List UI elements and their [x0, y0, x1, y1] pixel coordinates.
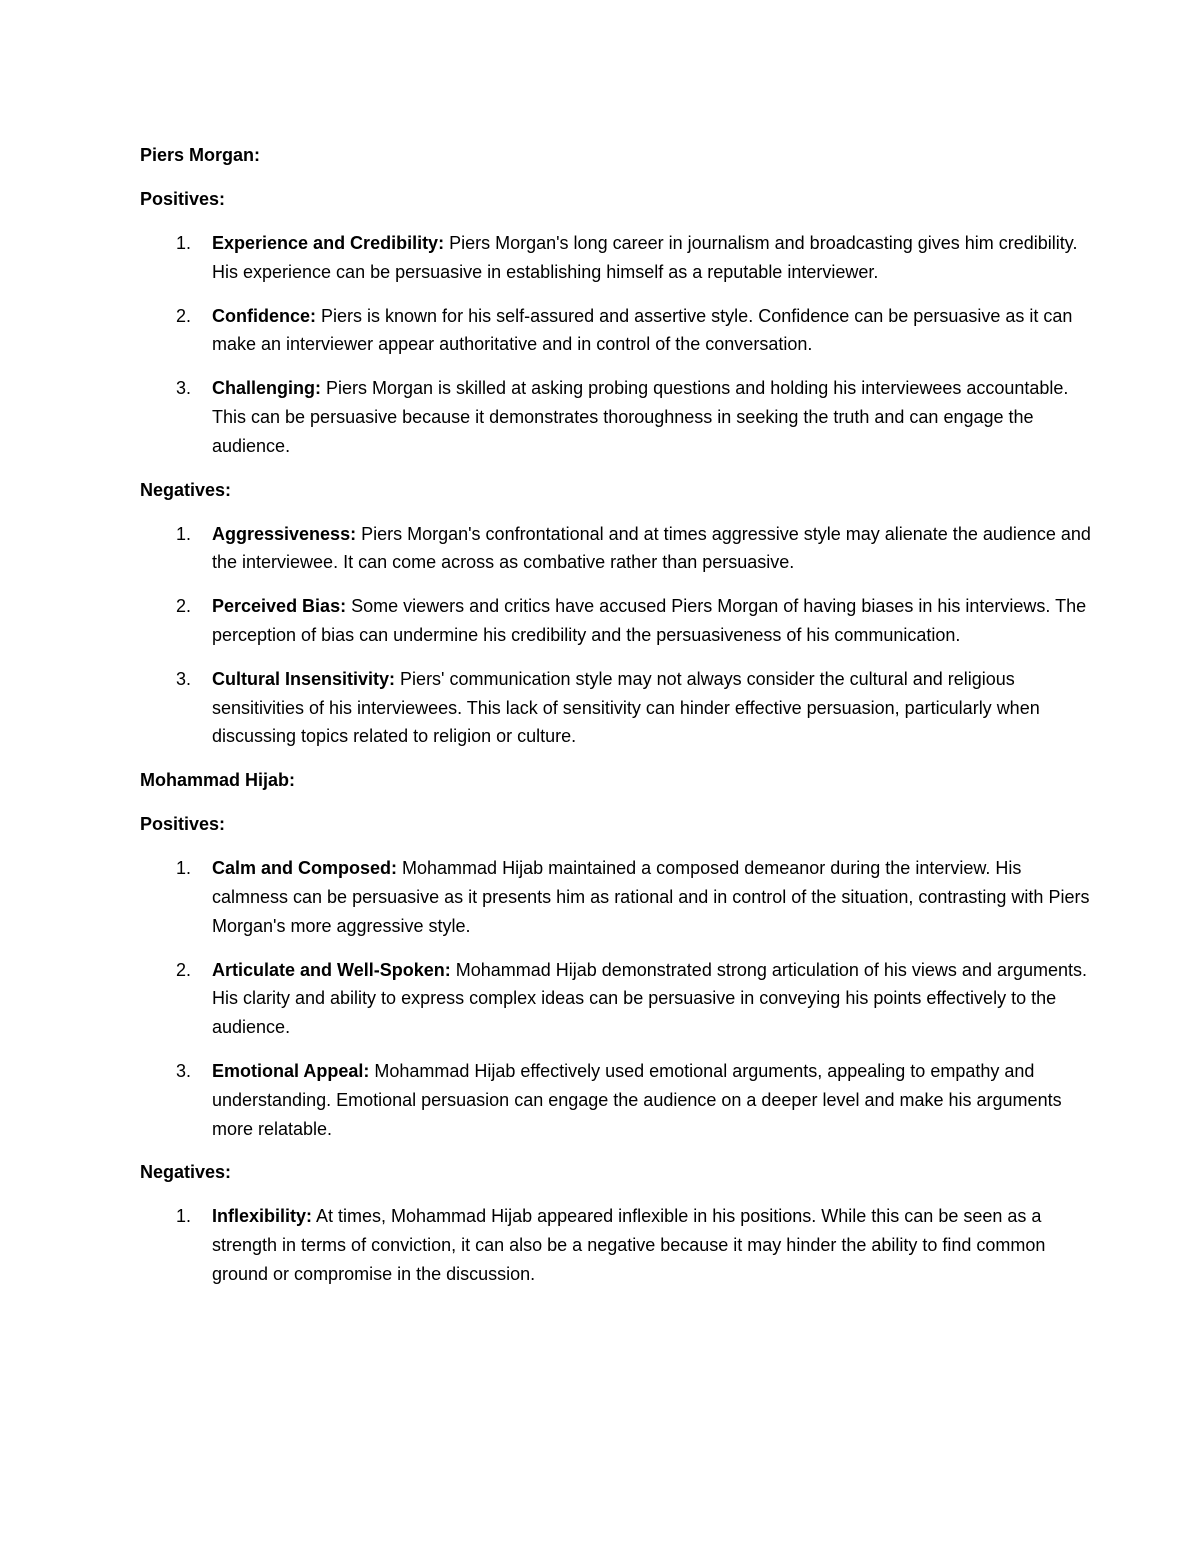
list-item-text: At times, Mohammad Hijab appeared inflexible in his positions. While this can be seen as a strength in terms of conviction, it can also be a negative because it may hinder the ability to find common ground or compromise in the discussion. [212, 1206, 1046, 1284]
list-item-text: Some viewers and critics have accused Piers Morgan of having biases in his interviews. The perception of bias can undermine his credibility and the persuasiveness of his communication. [212, 596, 1087, 645]
list-item-term: Inflexibility: [212, 1206, 313, 1227]
piers-positives-list [140, 229, 1100, 461]
hijab-negatives-heading: Negatives: [140, 1162, 232, 1183]
hijab-positives-list [140, 854, 1100, 1143]
hijab-negatives-list [140, 1202, 1100, 1288]
list-item [140, 1202, 1100, 1288]
list-item-term: Aggressiveness: [212, 523, 357, 544]
piers-positives-heading: Positives: [140, 189, 226, 209]
list-item-term: Calm and Composed: [212, 858, 398, 879]
list-item [140, 302, 1100, 360]
list-number: 2. [176, 596, 192, 617]
list-number: 1. [176, 1206, 192, 1227]
section-heading-mohammad-hijab: Mohammad Hijab: [140, 770, 296, 791]
list-item-term: Cultural Insensitivity: [212, 668, 396, 689]
section-heading-piers-morgan: Piers Morgan: [140, 145, 261, 165]
list-number: 3. [176, 668, 192, 689]
list-item-term: Experience and Credibility: [212, 233, 445, 253]
list-item-term: Confidence: [212, 305, 317, 326]
list-item-term: Perceived Bias: [212, 596, 347, 617]
list-item-text: Mohammad Hijab maintained a composed demeanor during the interview. His calmness can be persuasive as it presents him as rational and in control of the situation, contrasting with Piers Morgan's more aggressive style. [212, 858, 1090, 936]
list-number: 2. [176, 959, 192, 980]
list-item-term: Challenging: [212, 378, 321, 399]
list-item-text: Piers Morgan's long career in journalism and broadcasting gives him credibility. His experience can be persuasive in establishing himself as a reputable interviewer. [212, 233, 1078, 282]
list-item-term: Emotional Appeal: [212, 1060, 370, 1081]
piers-negatives-list [140, 520, 1100, 752]
list-item-text: Piers Morgan is skilled at asking probing questions and holding his interviewees accountable. This can be persuasive because it demonstrates thoroughness in seeking the truth and can engage the audience. [212, 378, 1069, 456]
list-item [140, 956, 1100, 1042]
list-item [140, 854, 1100, 940]
list-item-text: Piers is known for his self-assured and assertive style. Confidence can be persuasive as it can make an interviewer appear authoritative and in control of the conversation. [212, 305, 1073, 355]
list-number: 1. [176, 523, 192, 544]
list-item-text: Mohammad Hijab effectively used emotional arguments, appealing to empathy and understanding. Emotional persuasion can engage the audience on a deeper level and make his arguments more relatable. [212, 1060, 1062, 1139]
hijab-positives-heading: Positives: [140, 814, 226, 835]
list-item-text: Piers Morgan's confrontational and at times aggressive style may alienate the audience and the interviewee. It can come across as combative rather than persuasive. [212, 523, 1091, 573]
list-item [140, 229, 1100, 287]
list-number: 2. [176, 305, 192, 326]
list-number: 3. [176, 1060, 192, 1081]
list-item-term: Articulate and Well-Spoken: [212, 959, 451, 980]
piers-negatives-heading: Negatives: [140, 479, 232, 500]
list-number: 1. [176, 858, 192, 879]
list-item [140, 592, 1100, 650]
list-item-text: Mohammad Hijab demonstrated strong articulation of his views and arguments. His clarity and ability to express complex ideas can be persuasive in conveying his points effectively to the audience. [212, 959, 1088, 1038]
list-number: 3. [176, 378, 192, 399]
list-item [140, 520, 1100, 578]
list-item [140, 1057, 1100, 1143]
list-item-text: Piers' communication style may not always consider the cultural and religious sensitivities of his interviewees. This lack of sensitivity can hinder effective persuasion, particularly when discussing topics related to religion or culture. [212, 668, 1040, 747]
list-number: 1. [176, 233, 192, 253]
list-item [140, 374, 1100, 460]
list-item [140, 665, 1100, 751]
